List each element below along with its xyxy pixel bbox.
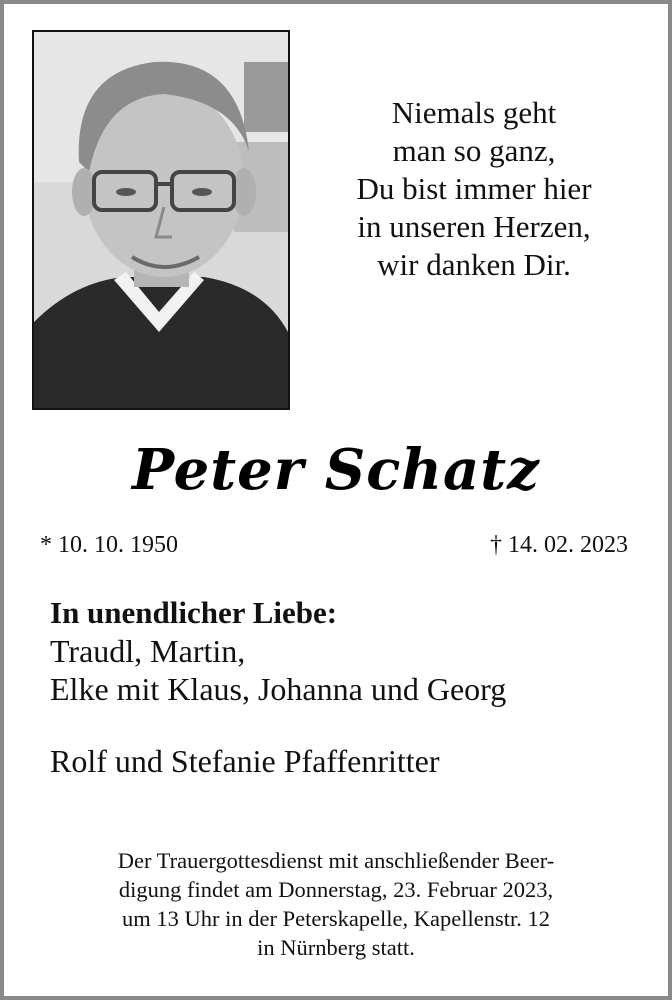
portrait-photo	[32, 30, 290, 410]
verse-line: wir danken Dir.	[377, 247, 571, 282]
funeral-notice	[24, 846, 648, 962]
mourner-line: Traudl, Martin,	[50, 633, 246, 669]
verse-line: man so ganz,	[392, 133, 556, 168]
notice-line: um 13 Uhr in der Peterskapelle, Kapellenstr. 12	[121, 906, 551, 931]
verse-line: Niemals geht	[391, 95, 557, 130]
portrait-image	[34, 32, 288, 408]
spacer	[50, 708, 650, 742]
mourner-line: Elke mit Klaus, Johanna und Georg	[50, 671, 507, 707]
verse-line: in unseren Herzen,	[357, 209, 591, 244]
mourner-line: Rolf und Stefanie Pfaffenritter	[50, 743, 440, 779]
memorial-verse	[304, 94, 644, 284]
deceased-name: Peter Schatz	[132, 437, 540, 503]
mourners-heading: In unendlicher Liebe:	[50, 595, 338, 630]
mourners-list	[50, 594, 650, 780]
birth-date: * 10. 10. 1950	[40, 532, 178, 558]
notice-line: digung findet am Donnerstag, 23. Februar 2023,	[118, 877, 554, 902]
death-date: † 14. 02. 2023	[490, 532, 628, 558]
notice-line: Der Trauergottesdienst mit anschließender Beer-	[117, 848, 555, 873]
verse-line: Du bist immer hier	[356, 171, 592, 206]
notice-line: in Nürnberg statt.	[257, 935, 415, 960]
